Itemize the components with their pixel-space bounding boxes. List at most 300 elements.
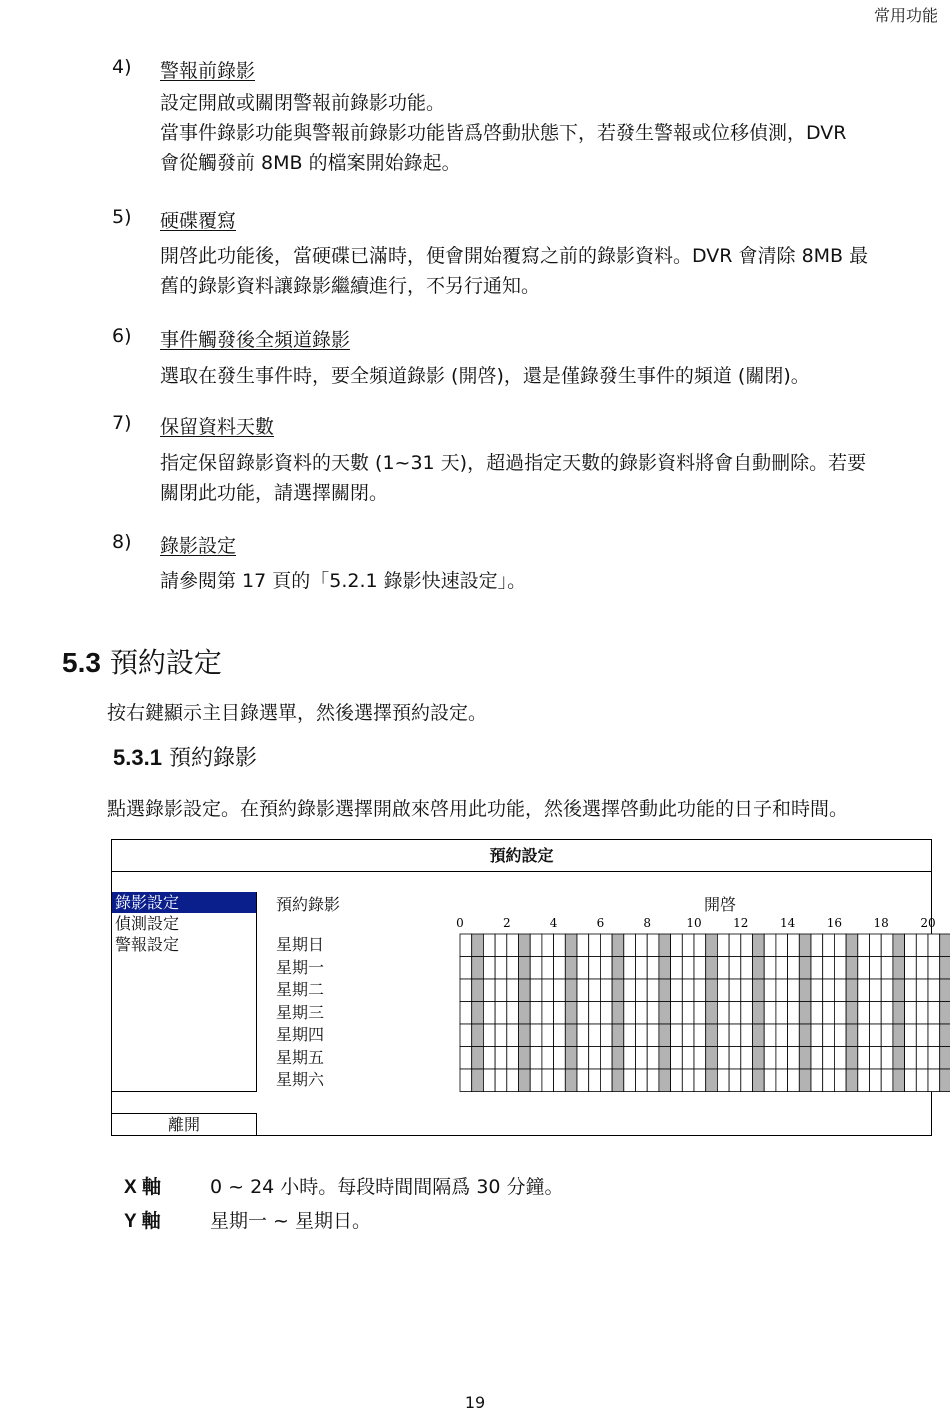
schedule-cell[interactable] xyxy=(624,934,636,957)
schedule-cell[interactable] xyxy=(507,979,519,1002)
schedule-cell[interactable] xyxy=(858,934,870,957)
schedule-cell[interactable] xyxy=(519,1024,531,1047)
schedule-cell[interactable] xyxy=(928,1024,940,1047)
schedule-cell[interactable] xyxy=(600,1069,612,1092)
schedule-cell[interactable] xyxy=(776,1047,788,1070)
schedule-cell[interactable] xyxy=(636,1047,648,1070)
schedule-cell[interactable] xyxy=(811,957,823,980)
schedule-cell[interactable] xyxy=(671,1047,683,1070)
schedule-cell[interactable] xyxy=(647,1069,659,1092)
schedule-cell[interactable] xyxy=(671,934,683,957)
schedule-cell[interactable] xyxy=(483,979,495,1002)
schedule-cell[interactable] xyxy=(846,1069,858,1092)
schedule-cell[interactable] xyxy=(577,1047,589,1070)
schedule-cell[interactable] xyxy=(940,979,950,1002)
schedule-cell[interactable] xyxy=(811,934,823,957)
schedule-cell[interactable] xyxy=(858,957,870,980)
schedule-cell[interactable] xyxy=(659,957,671,980)
schedule-cell[interactable] xyxy=(682,934,694,957)
schedule-cell[interactable] xyxy=(519,957,531,980)
schedule-cell[interactable] xyxy=(647,957,659,980)
schedule-cell[interactable] xyxy=(799,979,811,1002)
schedule-cell[interactable] xyxy=(940,957,950,980)
schedule-cell[interactable] xyxy=(788,1047,800,1070)
schedule-cell[interactable] xyxy=(530,934,542,957)
schedule-cell[interactable] xyxy=(706,957,718,980)
schedule-cell[interactable] xyxy=(776,1069,788,1092)
schedule-cell[interactable] xyxy=(870,934,882,957)
schedule-cell[interactable] xyxy=(788,934,800,957)
schedule-cell[interactable] xyxy=(940,1002,950,1025)
schedule-cell[interactable] xyxy=(717,1047,729,1070)
schedule-cell[interactable] xyxy=(870,979,882,1002)
schedule-cell[interactable] xyxy=(799,1069,811,1092)
schedule-cell[interactable] xyxy=(612,934,624,957)
schedule-cell[interactable] xyxy=(636,1069,648,1092)
schedule-cell[interactable] xyxy=(928,934,940,957)
schedule-cell[interactable] xyxy=(706,1069,718,1092)
schedule-cell[interactable] xyxy=(600,1024,612,1047)
schedule-cell[interactable] xyxy=(519,1047,531,1070)
schedule-cell[interactable] xyxy=(483,1024,495,1047)
schedule-cell[interactable] xyxy=(682,979,694,1002)
schedule-cell[interactable] xyxy=(823,1047,835,1070)
schedule-cell[interactable] xyxy=(612,1047,624,1070)
schedule-cell[interactable] xyxy=(495,979,507,1002)
schedule-cell[interactable] xyxy=(706,1047,718,1070)
schedule-cell[interactable] xyxy=(577,979,589,1002)
schedule-cell[interactable] xyxy=(916,1024,928,1047)
schedule-cell[interactable] xyxy=(600,957,612,980)
schedule-cell[interactable] xyxy=(834,979,846,1002)
schedule-cell[interactable] xyxy=(554,979,566,1002)
schedule-cell[interactable] xyxy=(905,1024,917,1047)
schedule-cell[interactable] xyxy=(811,979,823,1002)
schedule-cell[interactable] xyxy=(881,1024,893,1047)
schedule-cell[interactable] xyxy=(624,1069,636,1092)
schedule-cell[interactable] xyxy=(507,957,519,980)
schedule-cell[interactable] xyxy=(530,1024,542,1047)
schedule-cell[interactable] xyxy=(577,1024,589,1047)
schedule-cell[interactable] xyxy=(823,979,835,1002)
schedule-cell[interactable] xyxy=(589,934,601,957)
schedule-cell[interactable] xyxy=(671,957,683,980)
schedule-cell[interactable] xyxy=(659,1002,671,1025)
schedule-cell[interactable] xyxy=(834,934,846,957)
schedule-cell[interactable] xyxy=(671,1024,683,1047)
schedule-cell[interactable] xyxy=(706,934,718,957)
schedule-cell[interactable] xyxy=(519,1002,531,1025)
schedule-cell[interactable] xyxy=(659,1069,671,1092)
schedule-cell[interactable] xyxy=(788,1024,800,1047)
schedule-cell[interactable] xyxy=(671,1002,683,1025)
schedule-cell[interactable] xyxy=(659,1047,671,1070)
schedule-cell[interactable] xyxy=(834,1002,846,1025)
schedule-cell[interactable] xyxy=(928,979,940,1002)
schedule-cell[interactable] xyxy=(483,1069,495,1092)
schedule-cell[interactable] xyxy=(682,957,694,980)
schedule-cell[interactable] xyxy=(905,1069,917,1092)
schedule-cell[interactable] xyxy=(776,957,788,980)
schedule-cell[interactable] xyxy=(495,934,507,957)
schedule-cell[interactable] xyxy=(565,1047,577,1070)
schedule-cell[interactable] xyxy=(542,1047,554,1070)
schedule-cell[interactable] xyxy=(776,934,788,957)
schedule-cell[interactable] xyxy=(717,957,729,980)
schedule-cell[interactable] xyxy=(636,934,648,957)
schedule-cell[interactable] xyxy=(753,979,765,1002)
schedule-cell[interactable] xyxy=(671,1069,683,1092)
schedule-cell[interactable] xyxy=(495,957,507,980)
schedule-cell[interactable] xyxy=(577,1069,589,1092)
schedule-cell[interactable] xyxy=(565,934,577,957)
schedule-cell[interactable] xyxy=(834,957,846,980)
schedule-cell[interactable] xyxy=(612,1024,624,1047)
menu-item-record-settings[interactable]: 錄影設定 xyxy=(112,892,256,913)
schedule-cell[interactable] xyxy=(881,957,893,980)
schedule-grid[interactable] xyxy=(348,912,936,1098)
schedule-cell[interactable] xyxy=(729,1069,741,1092)
menu-item-detection-settings[interactable]: 偵測設定 xyxy=(115,914,180,933)
schedule-cell[interactable] xyxy=(694,1002,706,1025)
schedule-cell[interactable] xyxy=(530,1047,542,1070)
schedule-cell[interactable] xyxy=(846,934,858,957)
schedule-cell[interactable] xyxy=(507,1002,519,1025)
schedule-cell[interactable] xyxy=(519,1069,531,1092)
schedule-cell[interactable] xyxy=(483,1002,495,1025)
schedule-cell[interactable] xyxy=(495,1002,507,1025)
schedule-cell[interactable] xyxy=(753,1069,765,1092)
schedule-cell[interactable] xyxy=(811,1002,823,1025)
schedule-cell[interactable] xyxy=(799,1024,811,1047)
schedule-cell[interactable] xyxy=(472,934,484,957)
schedule-cell[interactable] xyxy=(682,1069,694,1092)
schedule-cell[interactable] xyxy=(788,979,800,1002)
schedule-cell[interactable] xyxy=(612,957,624,980)
schedule-cell[interactable] xyxy=(940,1069,950,1092)
schedule-cell[interactable] xyxy=(834,1069,846,1092)
schedule-cell[interactable] xyxy=(717,979,729,1002)
schedule-cell[interactable] xyxy=(472,957,484,980)
schedule-cell[interactable] xyxy=(460,979,472,1002)
schedule-cell[interactable] xyxy=(893,1002,905,1025)
schedule-cell[interactable] xyxy=(577,957,589,980)
schedule-cell[interactable] xyxy=(600,979,612,1002)
schedule-cell[interactable] xyxy=(799,1047,811,1070)
schedule-cell[interactable] xyxy=(577,934,589,957)
schedule-cell[interactable] xyxy=(870,1002,882,1025)
schedule-cell[interactable] xyxy=(624,1047,636,1070)
schedule-cell[interactable] xyxy=(612,1069,624,1092)
schedule-cell[interactable] xyxy=(460,934,472,957)
schedule-cell[interactable] xyxy=(823,1002,835,1025)
schedule-cell[interactable] xyxy=(834,1024,846,1047)
schedule-cell[interactable] xyxy=(741,957,753,980)
schedule-cell[interactable] xyxy=(916,979,928,1002)
schedule-cell[interactable] xyxy=(893,979,905,1002)
schedule-cell[interactable] xyxy=(729,979,741,1002)
schedule-cell[interactable] xyxy=(846,1024,858,1047)
schedule-cell[interactable] xyxy=(589,1002,601,1025)
schedule-cell[interactable] xyxy=(753,1024,765,1047)
schedule-cell[interactable] xyxy=(472,1002,484,1025)
schedule-cell[interactable] xyxy=(741,1002,753,1025)
schedule-cell[interactable] xyxy=(776,1002,788,1025)
schedule-cell[interactable] xyxy=(694,979,706,1002)
schedule-cell[interactable] xyxy=(788,1069,800,1092)
schedule-cell[interactable] xyxy=(741,1069,753,1092)
schedule-cell[interactable] xyxy=(928,1069,940,1092)
schedule-state-value[interactable]: 開啓 xyxy=(704,895,737,914)
schedule-cell[interactable] xyxy=(858,1047,870,1070)
schedule-cell[interactable] xyxy=(764,934,776,957)
schedule-cell[interactable] xyxy=(916,1069,928,1092)
schedule-cell[interactable] xyxy=(565,1002,577,1025)
schedule-cell[interactable] xyxy=(881,979,893,1002)
schedule-cell[interactable] xyxy=(694,934,706,957)
schedule-cell[interactable] xyxy=(764,1024,776,1047)
schedule-cell[interactable] xyxy=(741,1047,753,1070)
schedule-cell[interactable] xyxy=(823,934,835,957)
schedule-cell[interactable] xyxy=(589,957,601,980)
schedule-cell[interactable] xyxy=(577,1002,589,1025)
schedule-cell[interactable] xyxy=(565,979,577,1002)
schedule-cell[interactable] xyxy=(495,1069,507,1092)
schedule-cell[interactable] xyxy=(881,1069,893,1092)
schedule-cell[interactable] xyxy=(753,957,765,980)
schedule-cell[interactable] xyxy=(636,957,648,980)
schedule-cell[interactable] xyxy=(916,934,928,957)
schedule-cell[interactable] xyxy=(694,957,706,980)
schedule-cell[interactable] xyxy=(905,1047,917,1070)
schedule-cell[interactable] xyxy=(589,979,601,1002)
schedule-cell[interactable] xyxy=(460,1069,472,1092)
schedule-cell[interactable] xyxy=(788,957,800,980)
schedule-cell[interactable] xyxy=(811,1024,823,1047)
schedule-cell[interactable] xyxy=(530,979,542,1002)
schedule-cell[interactable] xyxy=(905,1002,917,1025)
schedule-cell[interactable] xyxy=(729,934,741,957)
menu-item-alarm-settings[interactable]: 警報設定 xyxy=(115,935,180,954)
schedule-cell[interactable] xyxy=(764,1047,776,1070)
schedule-cell[interactable] xyxy=(811,1047,823,1070)
schedule-cell[interactable] xyxy=(483,934,495,957)
schedule-cell[interactable] xyxy=(694,1047,706,1070)
schedule-cell[interactable] xyxy=(893,957,905,980)
schedule-cell[interactable] xyxy=(928,1047,940,1070)
schedule-cell[interactable] xyxy=(741,1024,753,1047)
schedule-cell[interactable] xyxy=(472,1024,484,1047)
schedule-cell[interactable] xyxy=(542,1069,554,1092)
schedule-cell[interactable] xyxy=(776,979,788,1002)
schedule-cell[interactable] xyxy=(542,979,554,1002)
schedule-cell[interactable] xyxy=(495,1024,507,1047)
schedule-cell[interactable] xyxy=(870,1069,882,1092)
schedule-cell[interactable] xyxy=(729,1002,741,1025)
schedule-cell[interactable] xyxy=(870,1024,882,1047)
schedule-cell[interactable] xyxy=(647,1047,659,1070)
schedule-cell[interactable] xyxy=(893,1069,905,1092)
schedule-cell[interactable] xyxy=(741,979,753,1002)
schedule-cell[interactable] xyxy=(483,1047,495,1070)
schedule-cell[interactable] xyxy=(612,979,624,1002)
schedule-cell[interactable] xyxy=(905,957,917,980)
schedule-cell[interactable] xyxy=(881,934,893,957)
schedule-cell[interactable] xyxy=(472,1047,484,1070)
schedule-cell[interactable] xyxy=(530,957,542,980)
schedule-cell[interactable] xyxy=(694,1024,706,1047)
schedule-cell[interactable] xyxy=(846,957,858,980)
schedule-cell[interactable] xyxy=(554,957,566,980)
schedule-cell[interactable] xyxy=(717,1069,729,1092)
schedule-cell[interactable] xyxy=(788,1002,800,1025)
schedule-cell[interactable] xyxy=(507,1069,519,1092)
schedule-cell[interactable] xyxy=(542,957,554,980)
schedule-cell[interactable] xyxy=(636,1024,648,1047)
schedule-cell[interactable] xyxy=(858,1024,870,1047)
schedule-cell[interactable] xyxy=(589,1069,601,1092)
schedule-cell[interactable] xyxy=(834,1047,846,1070)
schedule-cell[interactable] xyxy=(600,934,612,957)
schedule-cell[interactable] xyxy=(460,1047,472,1070)
schedule-cell[interactable] xyxy=(519,934,531,957)
schedule-cell[interactable] xyxy=(893,1047,905,1070)
schedule-cell[interactable] xyxy=(647,934,659,957)
schedule-cell[interactable] xyxy=(507,1047,519,1070)
schedule-cell[interactable] xyxy=(554,934,566,957)
schedule-cell[interactable] xyxy=(811,1069,823,1092)
schedule-cell[interactable] xyxy=(507,934,519,957)
schedule-cell[interactable] xyxy=(729,957,741,980)
schedule-cell[interactable] xyxy=(682,1047,694,1070)
schedule-cell[interactable] xyxy=(729,1047,741,1070)
schedule-cell[interactable] xyxy=(495,1047,507,1070)
schedule-cell[interactable] xyxy=(940,1024,950,1047)
schedule-cell[interactable] xyxy=(659,1024,671,1047)
schedule-cell[interactable] xyxy=(893,1024,905,1047)
schedule-cell[interactable] xyxy=(846,1047,858,1070)
schedule-cell[interactable] xyxy=(460,1002,472,1025)
schedule-cell[interactable] xyxy=(519,979,531,1002)
schedule-cell[interactable] xyxy=(799,934,811,957)
schedule-cell[interactable] xyxy=(799,957,811,980)
schedule-cell[interactable] xyxy=(659,934,671,957)
schedule-cell[interactable] xyxy=(554,1002,566,1025)
schedule-cell[interactable] xyxy=(565,1024,577,1047)
schedule-cell[interactable] xyxy=(554,1047,566,1070)
schedule-cell[interactable] xyxy=(682,1024,694,1047)
schedule-cell[interactable] xyxy=(717,1024,729,1047)
schedule-cell[interactable] xyxy=(846,1002,858,1025)
exit-button[interactable]: 離開 xyxy=(112,1113,257,1136)
schedule-cell[interactable] xyxy=(776,1024,788,1047)
schedule-cell[interactable] xyxy=(858,979,870,1002)
schedule-cell[interactable] xyxy=(741,934,753,957)
schedule-cell[interactable] xyxy=(706,979,718,1002)
schedule-cell[interactable] xyxy=(764,1002,776,1025)
schedule-cell[interactable] xyxy=(799,1002,811,1025)
schedule-cell[interactable] xyxy=(916,1002,928,1025)
schedule-cell[interactable] xyxy=(647,1002,659,1025)
schedule-cell[interactable] xyxy=(729,1024,741,1047)
schedule-cell[interactable] xyxy=(472,979,484,1002)
schedule-cell[interactable] xyxy=(530,1002,542,1025)
schedule-cell[interactable] xyxy=(460,957,472,980)
schedule-cell[interactable] xyxy=(717,1002,729,1025)
schedule-cell[interactable] xyxy=(542,934,554,957)
schedule-cell[interactable] xyxy=(636,979,648,1002)
schedule-cell[interactable] xyxy=(636,1002,648,1025)
schedule-cell[interactable] xyxy=(542,1024,554,1047)
schedule-cell[interactable] xyxy=(600,1002,612,1025)
schedule-cell[interactable] xyxy=(823,1024,835,1047)
schedule-cell[interactable] xyxy=(940,934,950,957)
schedule-cell[interactable] xyxy=(472,1069,484,1092)
schedule-cell[interactable] xyxy=(682,1002,694,1025)
schedule-cell[interactable] xyxy=(565,957,577,980)
schedule-cell[interactable] xyxy=(905,979,917,1002)
schedule-cell[interactable] xyxy=(706,1024,718,1047)
schedule-cell[interactable] xyxy=(600,1047,612,1070)
schedule-cell[interactable] xyxy=(764,1069,776,1092)
schedule-cell[interactable] xyxy=(916,957,928,980)
schedule-cell[interactable] xyxy=(823,957,835,980)
schedule-cell[interactable] xyxy=(764,979,776,1002)
schedule-cell[interactable] xyxy=(671,979,683,1002)
schedule-cell[interactable] xyxy=(881,1002,893,1025)
schedule-cell[interactable] xyxy=(858,1002,870,1025)
schedule-cell[interactable] xyxy=(893,934,905,957)
schedule-cell[interactable] xyxy=(753,934,765,957)
schedule-cell[interactable] xyxy=(881,1047,893,1070)
schedule-cell[interactable] xyxy=(846,979,858,1002)
schedule-cell[interactable] xyxy=(554,1024,566,1047)
schedule-cell[interactable] xyxy=(928,1002,940,1025)
schedule-cell[interactable] xyxy=(940,1047,950,1070)
schedule-cell[interactable] xyxy=(706,1002,718,1025)
schedule-cell[interactable] xyxy=(905,934,917,957)
schedule-cell[interactable] xyxy=(916,1047,928,1070)
schedule-cell[interactable] xyxy=(542,1002,554,1025)
schedule-cell[interactable] xyxy=(717,934,729,957)
schedule-cell[interactable] xyxy=(694,1069,706,1092)
schedule-cell[interactable] xyxy=(659,979,671,1002)
schedule-cell[interactable] xyxy=(612,1002,624,1025)
schedule-cell[interactable] xyxy=(483,957,495,980)
schedule-cell[interactable] xyxy=(624,979,636,1002)
schedule-cell[interactable] xyxy=(507,1024,519,1047)
schedule-cell[interactable] xyxy=(753,1047,765,1070)
schedule-cell[interactable] xyxy=(858,1069,870,1092)
schedule-cell[interactable] xyxy=(530,1069,542,1092)
schedule-cell[interactable] xyxy=(589,1024,601,1047)
schedule-cell[interactable] xyxy=(928,957,940,980)
schedule-cell[interactable] xyxy=(870,1047,882,1070)
schedule-cell[interactable] xyxy=(565,1069,577,1092)
schedule-cell[interactable] xyxy=(554,1069,566,1092)
schedule-cell[interactable] xyxy=(624,1002,636,1025)
schedule-cell[interactable] xyxy=(460,1024,472,1047)
schedule-cell[interactable] xyxy=(823,1069,835,1092)
schedule-cell[interactable] xyxy=(589,1047,601,1070)
schedule-cell[interactable] xyxy=(647,1024,659,1047)
schedule-cell[interactable] xyxy=(624,957,636,980)
schedule-cell[interactable] xyxy=(624,1024,636,1047)
schedule-cell[interactable] xyxy=(764,957,776,980)
schedule-cell[interactable] xyxy=(870,957,882,980)
schedule-cell[interactable] xyxy=(647,979,659,1002)
schedule-cell[interactable] xyxy=(753,1002,765,1025)
